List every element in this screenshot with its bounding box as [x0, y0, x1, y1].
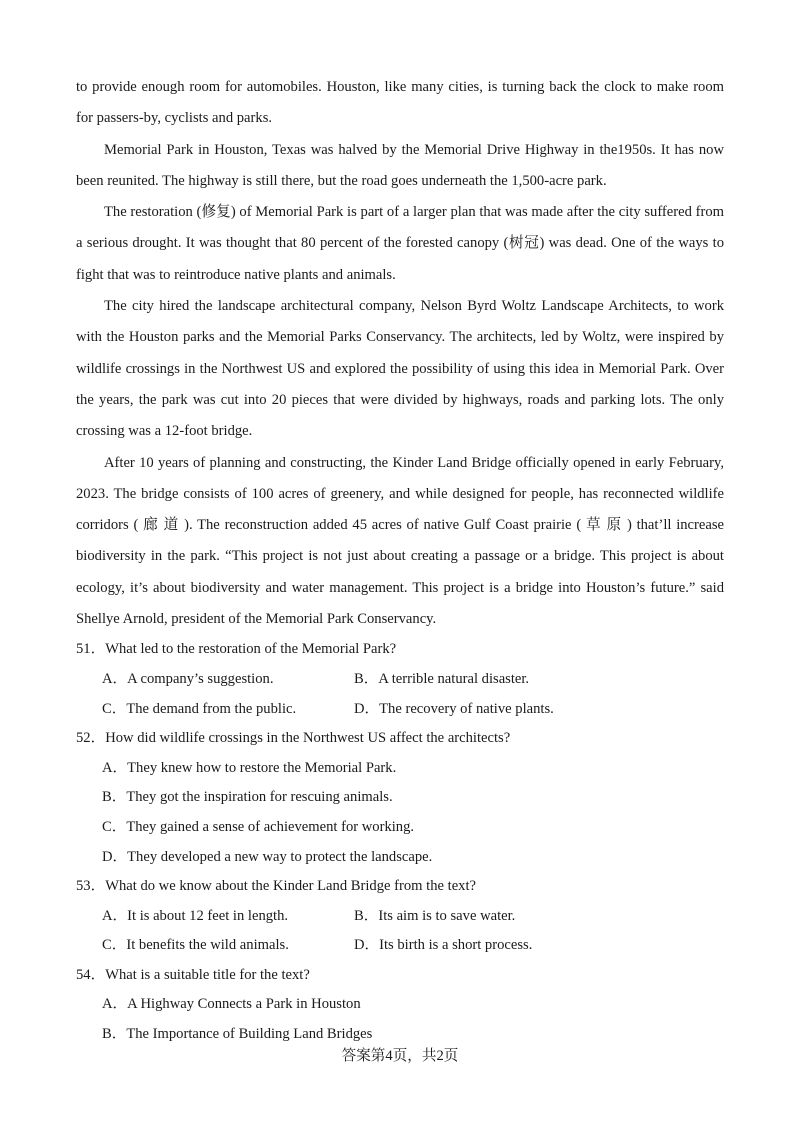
option-b: B．They got the inspiration for rescuing animals. [102, 789, 393, 806]
question-stem: 53．What do we know about the Kinder Land Bridge from the text? [76, 878, 477, 895]
option-row [76, 695, 724, 725]
page-footer: 答案第4页，共2页 [341, 1048, 459, 1064]
option-d: D．The recovery of native plants. [354, 700, 554, 717]
option-b: B．Its aim is to save water. [354, 907, 516, 924]
question-stem: 54．What is a suitable title for the text? [76, 966, 310, 983]
question-53 [76, 872, 724, 961]
document-page [76, 72, 724, 1050]
option-a: A．They knew how to restore the Memorial Park. [102, 759, 397, 776]
question-54 [76, 961, 724, 1050]
option-b: B．The Importance of Building Land Bridges [102, 1026, 373, 1043]
question-52 [76, 724, 724, 872]
paragraph-3: The restoration (修复) of Memorial Park is part of a larger plan that was made after the city suffered from a serious drought. It was thought that 80 percent of the forested canopy (树冠) was dead. One of the ways to fight that was to reintroduce native plants and animals. [76, 204, 724, 283]
option-a: A．A Highway Connects a Park in Houston [102, 996, 361, 1013]
option-a: A．A company’s suggestion. [102, 670, 274, 687]
option-c: C．It benefits the wild animals. [102, 937, 289, 954]
question-stem: 52．How did wildlife crossings in the Northwest US affect the architects? [76, 730, 511, 747]
option-row [76, 902, 724, 932]
question-stem: 51．What led to the restoration of the Memorial Park? [76, 641, 397, 658]
option-row [76, 665, 724, 695]
option-row [76, 931, 724, 961]
paragraph-4: The city hired the landscape architectural company, Nelson Byrd Woltz Landscape Architects, to work with the Houston parks and the Memorial Parks Conservancy. The architects, led by Woltz, were inspired by wildlife crossings in the Northwest US and explored the possibility of using this idea in Memorial Park. Over the years, the park was cut into 20 pieces that were divided by highways, roads and parking lots. The only crossing was a 12-foot bridge. [76, 298, 724, 440]
question-51 [76, 635, 724, 724]
paragraph-5: After 10 years of planning and constructing, the Kinder Land Bridge officially opened in early February, 2023. The bridge consists of 100 acres of greenery, and while designed for people, has reconnected wildlife corridors ( 廊 道 ). The reconstruction added 45 acres of native Gulf Coast prairie ( 草 原 ) that’ll increase biodiversity in the park. “This project is not just about creating a passage or a bridge. This project is about ecology, it’s about biodiversity and water management. This project is a bridge into Houston’s future.” said Shellye Arnold, president of the Memorial Park Conservancy. [76, 454, 724, 628]
paragraph-2: Memorial Park in Houston, Texas was halved by the Memorial Drive Highway in the1950s. It has now been reunited. The highway is still there, but the road goes underneath the 1,500-acre park. [76, 141, 724, 189]
paragraph-1: to provide enough room for automobiles. Houston, like many cities, is turning back the clock to make room for passers-by, cyclists and parks. [76, 79, 724, 127]
option-a: A．It is about 12 feet in length. [102, 907, 289, 924]
option-c: C．They gained a sense of achievement for working. [102, 818, 415, 835]
option-d: D．Its birth is a short process. [354, 937, 533, 954]
option-d: D．They developed a new way to protect the landscape. [102, 848, 433, 865]
option-b: B．A terrible natural disaster. [354, 670, 530, 687]
option-c: C．The demand from the public. [102, 700, 297, 717]
